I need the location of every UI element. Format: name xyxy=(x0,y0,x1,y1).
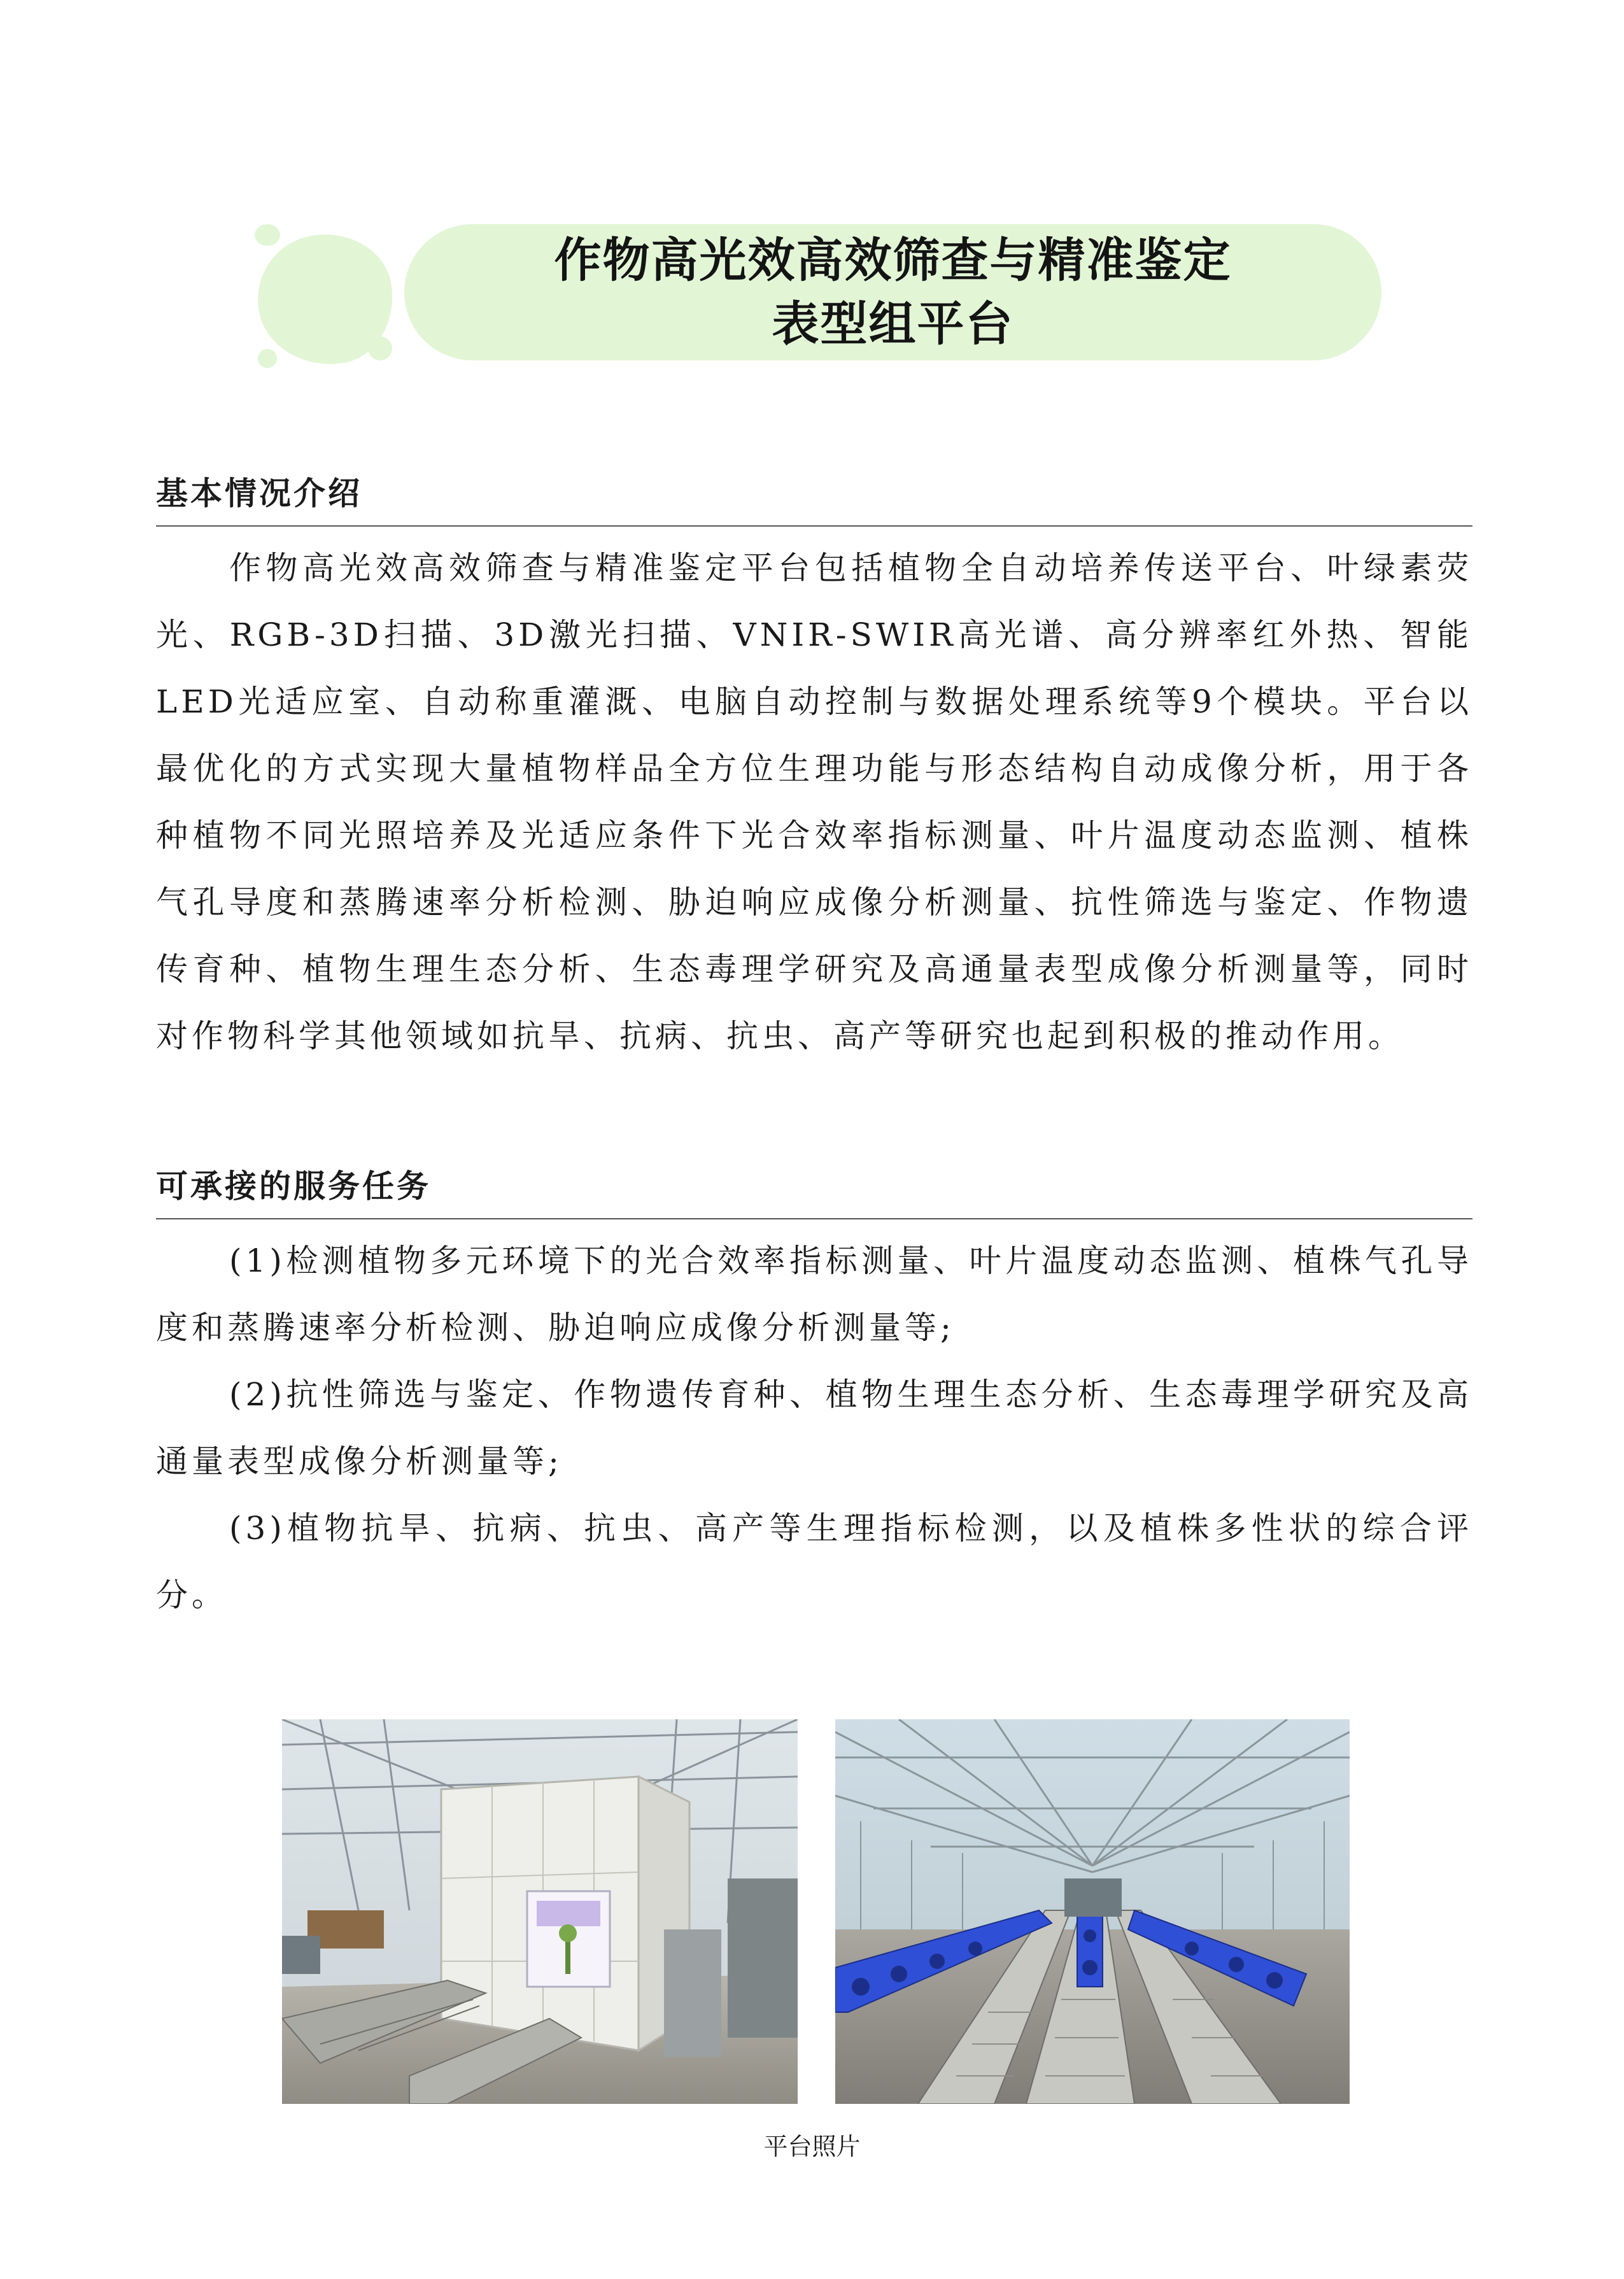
decorative-dot xyxy=(255,224,280,246)
overview-body xyxy=(156,535,1472,1070)
title-banner xyxy=(404,224,1381,360)
service-item-2: (2)抗性筛选与鉴定、作物遗传育种、植物生理生态分析、生态毒理学研究及高通量表型成像分析测量等; xyxy=(156,1376,1472,1480)
overview-paragraph: 作物高光效高效筛查与精准鉴定平台包括植物全自动培养传送平台、叶绿素荧光、RGB-3D扫描、3D激光扫描、VNIR-SWIR高光谱、高分辨率红外热、智能LED光适应室、自动称重灌溉、电脑自动控制与数据处理系统等9个模块。平台以最优化的方式实现大量植物样品全方位生理功能与形态结构自动成像分析，用于各种植物不同光照培养及光适应条件下光合效率指标测量、叶片温度动态监测、植株气孔导度和蒸腾速率分析检测、胁迫响应成像分析测量、抗性筛选与鉴定、作物遗传育种、植物生理生态分析、生态毒理学研究及高通量表型成像分析测量等，同时对作物科学其他领域如抗旱、抗病、抗虫、高产等研究也起到积极的推动作用。 xyxy=(156,550,1472,1054)
platform-photo-conveyor-greenhouse xyxy=(835,1719,1350,2104)
page-title-line-1: 作物高光效高效筛查与精准鉴定 xyxy=(554,233,1232,288)
services-body xyxy=(156,1228,1472,1629)
service-item-1: (1)检测植物多元环境下的光合效率指标测量、叶片温度动态监测、植株气孔导度和蒸腾速率分析检测、胁迫响应成像分析测量等; xyxy=(156,1242,1472,1346)
section-heading-services: 可承接的服务任务 xyxy=(156,1168,431,1205)
decorative-dot xyxy=(258,349,277,368)
page-title-line-2: 表型组平台 xyxy=(772,297,1014,351)
service-item-3: (3)植物抗旱、抗病、抗虫、高产等生理指标检测，以及植株多性状的综合评分。 xyxy=(156,1510,1472,1614)
decorative-dot xyxy=(368,336,392,360)
section-divider xyxy=(156,1218,1472,1219)
photo-caption: 平台照片 xyxy=(763,2133,861,2161)
section-heading-overview: 基本情况介绍 xyxy=(156,475,362,512)
platform-photo-imaging-chamber xyxy=(282,1719,798,2104)
section-divider xyxy=(156,525,1472,527)
